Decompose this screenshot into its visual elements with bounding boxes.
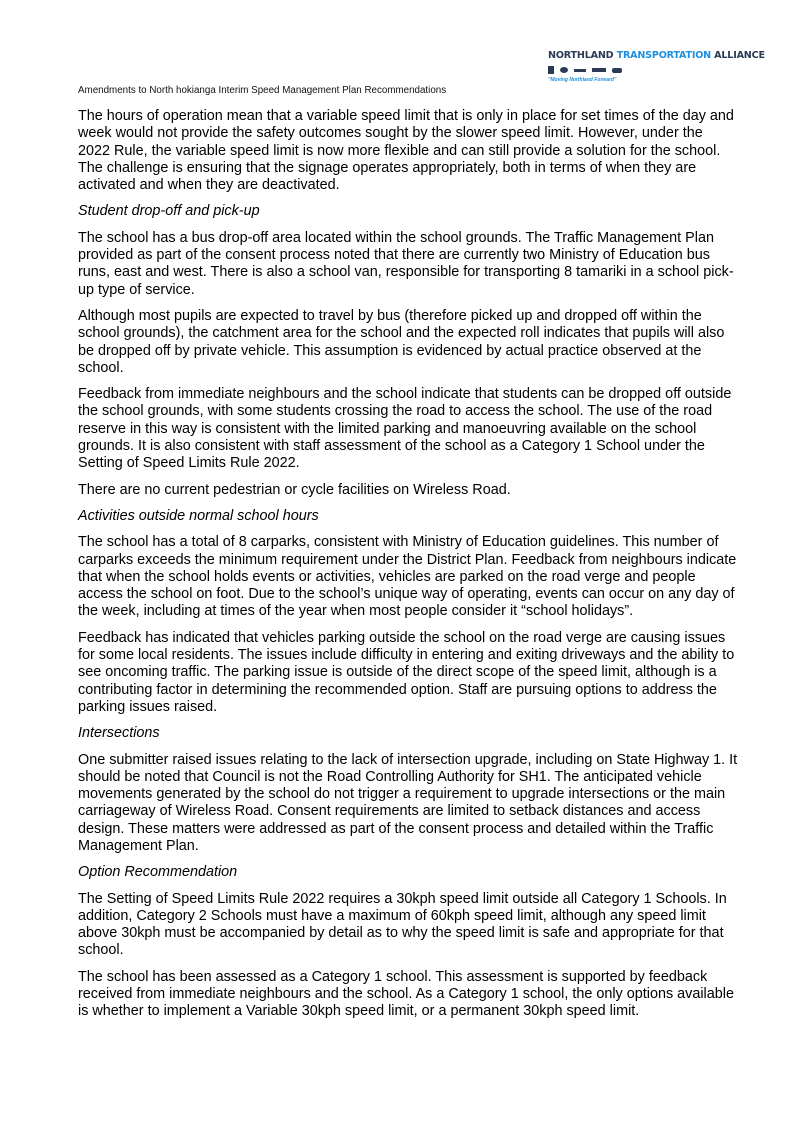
body-paragraph: The Setting of Speed Limits Rule 2022 requires a 30kph speed limit outside all Category 1 Schools. In addition, Category 2 Schools must have a maximum of 60kph speed limit, although any speed limit above 30kph must be accompanied by detail as to why the speed limit is safe and appropriate for that school.: [78, 890, 727, 959]
running-header: Amendments to North hokianga Interim Speed Management Plan Recommendations: [78, 85, 447, 96]
body-paragraph: The school has a total of 8 carparks, consistent with Ministry of Education guidelines. This number of carparks exceeds the minimum requirement under the District Plan. Feedback from neighbours indicate that when the school holds events or activities, vehicles are parked on the road verge and people access the school on foot. Due to the school’s unique way of operating, events can occur on any day of the week, including at times of the year when most people consider it “school holidays”.: [78, 534, 737, 620]
logo-tagline: "Moving Northland Forward": [548, 77, 617, 83]
body-paragraph: There are no current pedestrian or cycle facilities on Wireless Road.: [78, 481, 511, 498]
section-heading: Student drop-off and pick-up: [78, 203, 260, 220]
document-body: [78, 108, 738, 1030]
northland-transportation-alliance-logo: [548, 50, 765, 83]
body-paragraph: The school has a bus drop-off area located within the school grounds. The Traffic Management Plan provided as part of the consent process noted that there are currently two Ministry of Education bus runs, east and west. There is also a school van, responsible for transporting 8 tamariki in a school pick-up type of service.: [78, 229, 734, 298]
section-heading: Option Recommendation: [78, 864, 238, 881]
body-paragraph: Although most pupils are expected to travel by bus (therefore picked up and dropped off within the school grounds), the catchment area for the school and the expected roll indicates that pupils will also be dropped off by private vehicle. This assumption is evidenced by actual practice observed at the school.: [78, 307, 725, 376]
partner-logo: [592, 68, 606, 72]
section-heading: Activities outside normal school hours: [78, 507, 319, 524]
partner-logos: [548, 64, 723, 76]
partner-logo: [574, 69, 586, 72]
section-heading: Intersections: [78, 725, 160, 742]
logo-title: NORTHLAND TRANSPORTATION ALLIANCE: [548, 50, 765, 61]
partner-logo: [560, 67, 568, 73]
partner-logo: [548, 66, 554, 74]
body-paragraph: The hours of operation mean that a variable speed limit that is only in place for set times of the day and week would not provide the safety outcomes sought by the slower speed limit. However, under the 2022 Rule, the variable speed limit is now more flexible and can still provide a solution for the school. The challenge is ensuring that the signage operates appropriately, both in terms of when they are activated and when they are deactivated.: [78, 108, 734, 194]
body-paragraph: Feedback has indicated that vehicles parking outside the school on the road verge are causing issues for some local residents. The issues include difficulty in entering and exiting driveways and the ability to see oncoming traffic. The parking issue is outside of the direct scope of the speed limit, although is a contributing factor in determining the recommended option. Staff are pursuing options to address the parking issues raised.: [78, 629, 735, 715]
body-paragraph: Feedback from immediate neighbours and the school indicate that students can be dropped off outside the school grounds, with some students crossing the road to access the school. The use of the road reserve in this way is consistent with the limited parking and manoeuvring available on the school grounds. It is also consistent with staff assessment of the school as a Category 1 School under the Setting of Speed Limits Rule 2022.: [78, 386, 732, 472]
partner-logo: [612, 68, 622, 73]
body-paragraph: The school has been assessed as a Category 1 school. This assessment is supported by feedback received from immediate neighbours and the school. As a Category 1 school, the only options available is whether to implement a Variable 30kph speed limit, or a permanent 30kph speed limit.: [78, 968, 734, 1020]
body-paragraph: One submitter raised issues relating to the lack of intersection upgrade, including on State Highway 1. It should be noted that Council is not the Road Controlling Authority for SH1. The anticipated vehicle movements generated by the school do not trigger a requirement to upgrade intersections or the main carriageway of Wireless Road. Consent requirements are limited to setback distances and access design. These matters were addressed as part of the consent process and detailed within the Traffic Management Plan.: [78, 751, 738, 854]
